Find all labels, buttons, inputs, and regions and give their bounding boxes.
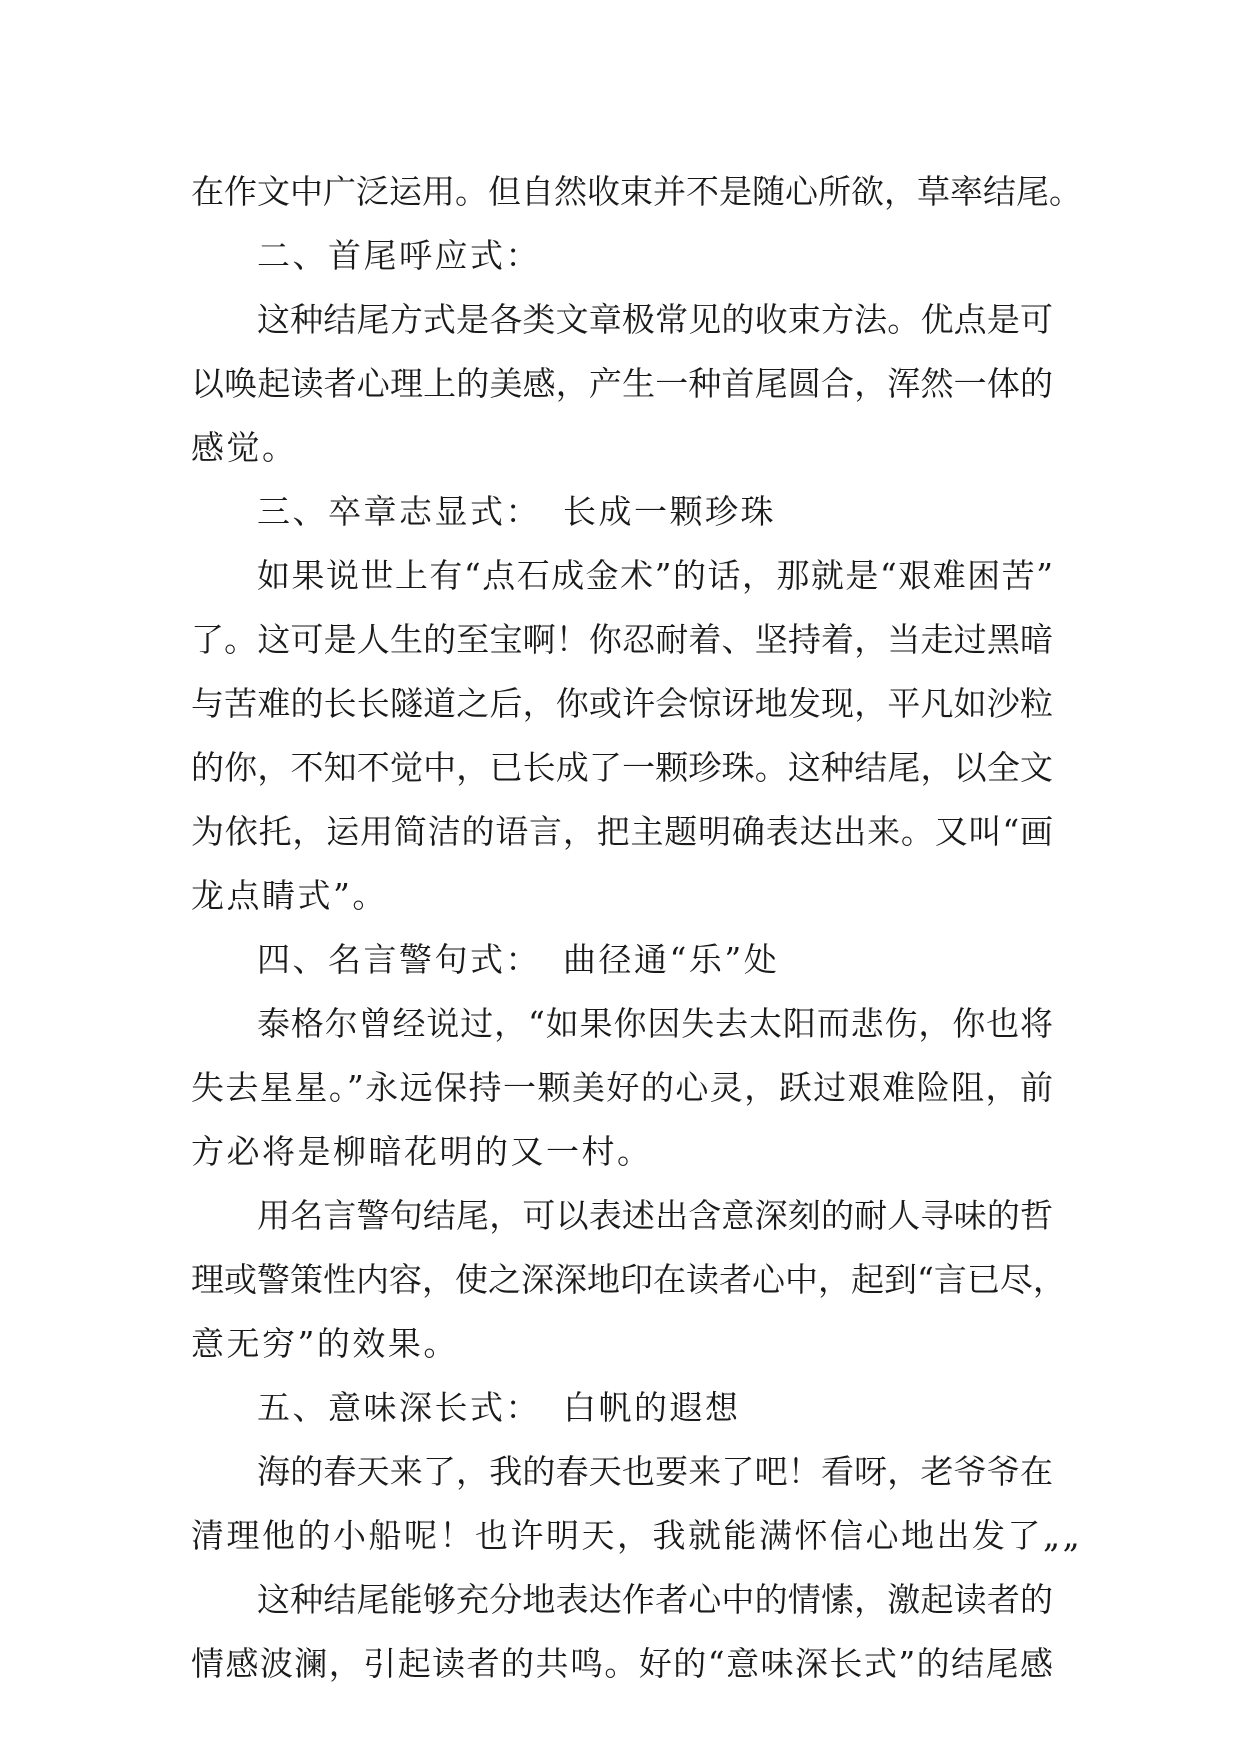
example-title: 白帆的遐想 bbox=[563, 1388, 741, 1427]
text-line: 这种结尾能够充分地表达作者心中的情愫，激起读者的 bbox=[257, 1580, 1053, 1619]
text-line: 在作文中广泛运用。但自然收束并不是随心所欲，草率结尾。 bbox=[191, 172, 1082, 211]
text-line: 龙点睛式”。 bbox=[191, 876, 388, 915]
text-line: 意无穷”的效果。 bbox=[191, 1324, 459, 1363]
heading-label: 四、名言警句式： bbox=[257, 940, 541, 979]
text-line: 感觉。 bbox=[191, 428, 298, 467]
text-line: 方必将是柳暗花明的又一村。 bbox=[191, 1132, 653, 1171]
document-page bbox=[191, 160, 1083, 1696]
section-heading bbox=[191, 480, 1053, 544]
heading-label: 五、意味深长式： bbox=[257, 1388, 541, 1427]
text-line: 为依托，运用简洁的语言，把主题明确表达出来。又叫“画 bbox=[191, 812, 1053, 851]
text-line: 与苦难的长长隧道之后，你或许会惊讶地发现，平凡如沙粒 bbox=[191, 684, 1053, 723]
text-line: 的你，不知不觉中，已长成了一颗珍珠。这种结尾，以全文 bbox=[191, 748, 1053, 787]
text-line: 泰格尔曾经说过，“如果你因失去太阳而悲伤，你也将 bbox=[257, 1004, 1053, 1043]
section-heading: 二、首尾呼应式： bbox=[257, 236, 541, 275]
text-line: 情感波澜，引起读者的共鸣。好的“意味深长式”的结尾感 bbox=[191, 1644, 1053, 1683]
text-line: 如果说世上有“点石成金术”的话，那就是“艰难困苦” bbox=[257, 556, 1053, 595]
text-line: 用名言警句结尾，可以表述出含意深刻的耐人寻味的哲 bbox=[257, 1196, 1053, 1235]
section-heading bbox=[191, 928, 1053, 992]
text-line: 海的春天来了，我的春天也要来了吧！看呀，老爷爷在 bbox=[257, 1452, 1053, 1491]
heading-label: 三、卒章志显式： bbox=[257, 492, 541, 531]
example-title: 曲径通“乐”处 bbox=[563, 940, 780, 979]
text-line: 失去星星。”永远保持一颗美好的心灵，跃过艰难险阻，前 bbox=[191, 1068, 1053, 1107]
example-title: 长成一颗珍珠 bbox=[563, 492, 776, 531]
text-line: 了。这可是人生的至宝啊！你忍耐着、坚持着，当走过黑暗 bbox=[191, 620, 1053, 659]
text-line: 理或警策性内容，使之深深地印在读者心中，起到“言已尽， bbox=[191, 1260, 1066, 1299]
text-line: 这种结尾方式是各类文章极常见的收束方法。优点是可 bbox=[257, 300, 1053, 339]
text-line: 以唤起读者心理上的美感，产生一种首尾圆合，浑然一体的 bbox=[191, 364, 1053, 403]
text-line: 清理他的小船呢！也许明天，我就能满怀信心地出发了„„ bbox=[191, 1516, 1083, 1555]
section-heading bbox=[191, 1376, 1053, 1440]
